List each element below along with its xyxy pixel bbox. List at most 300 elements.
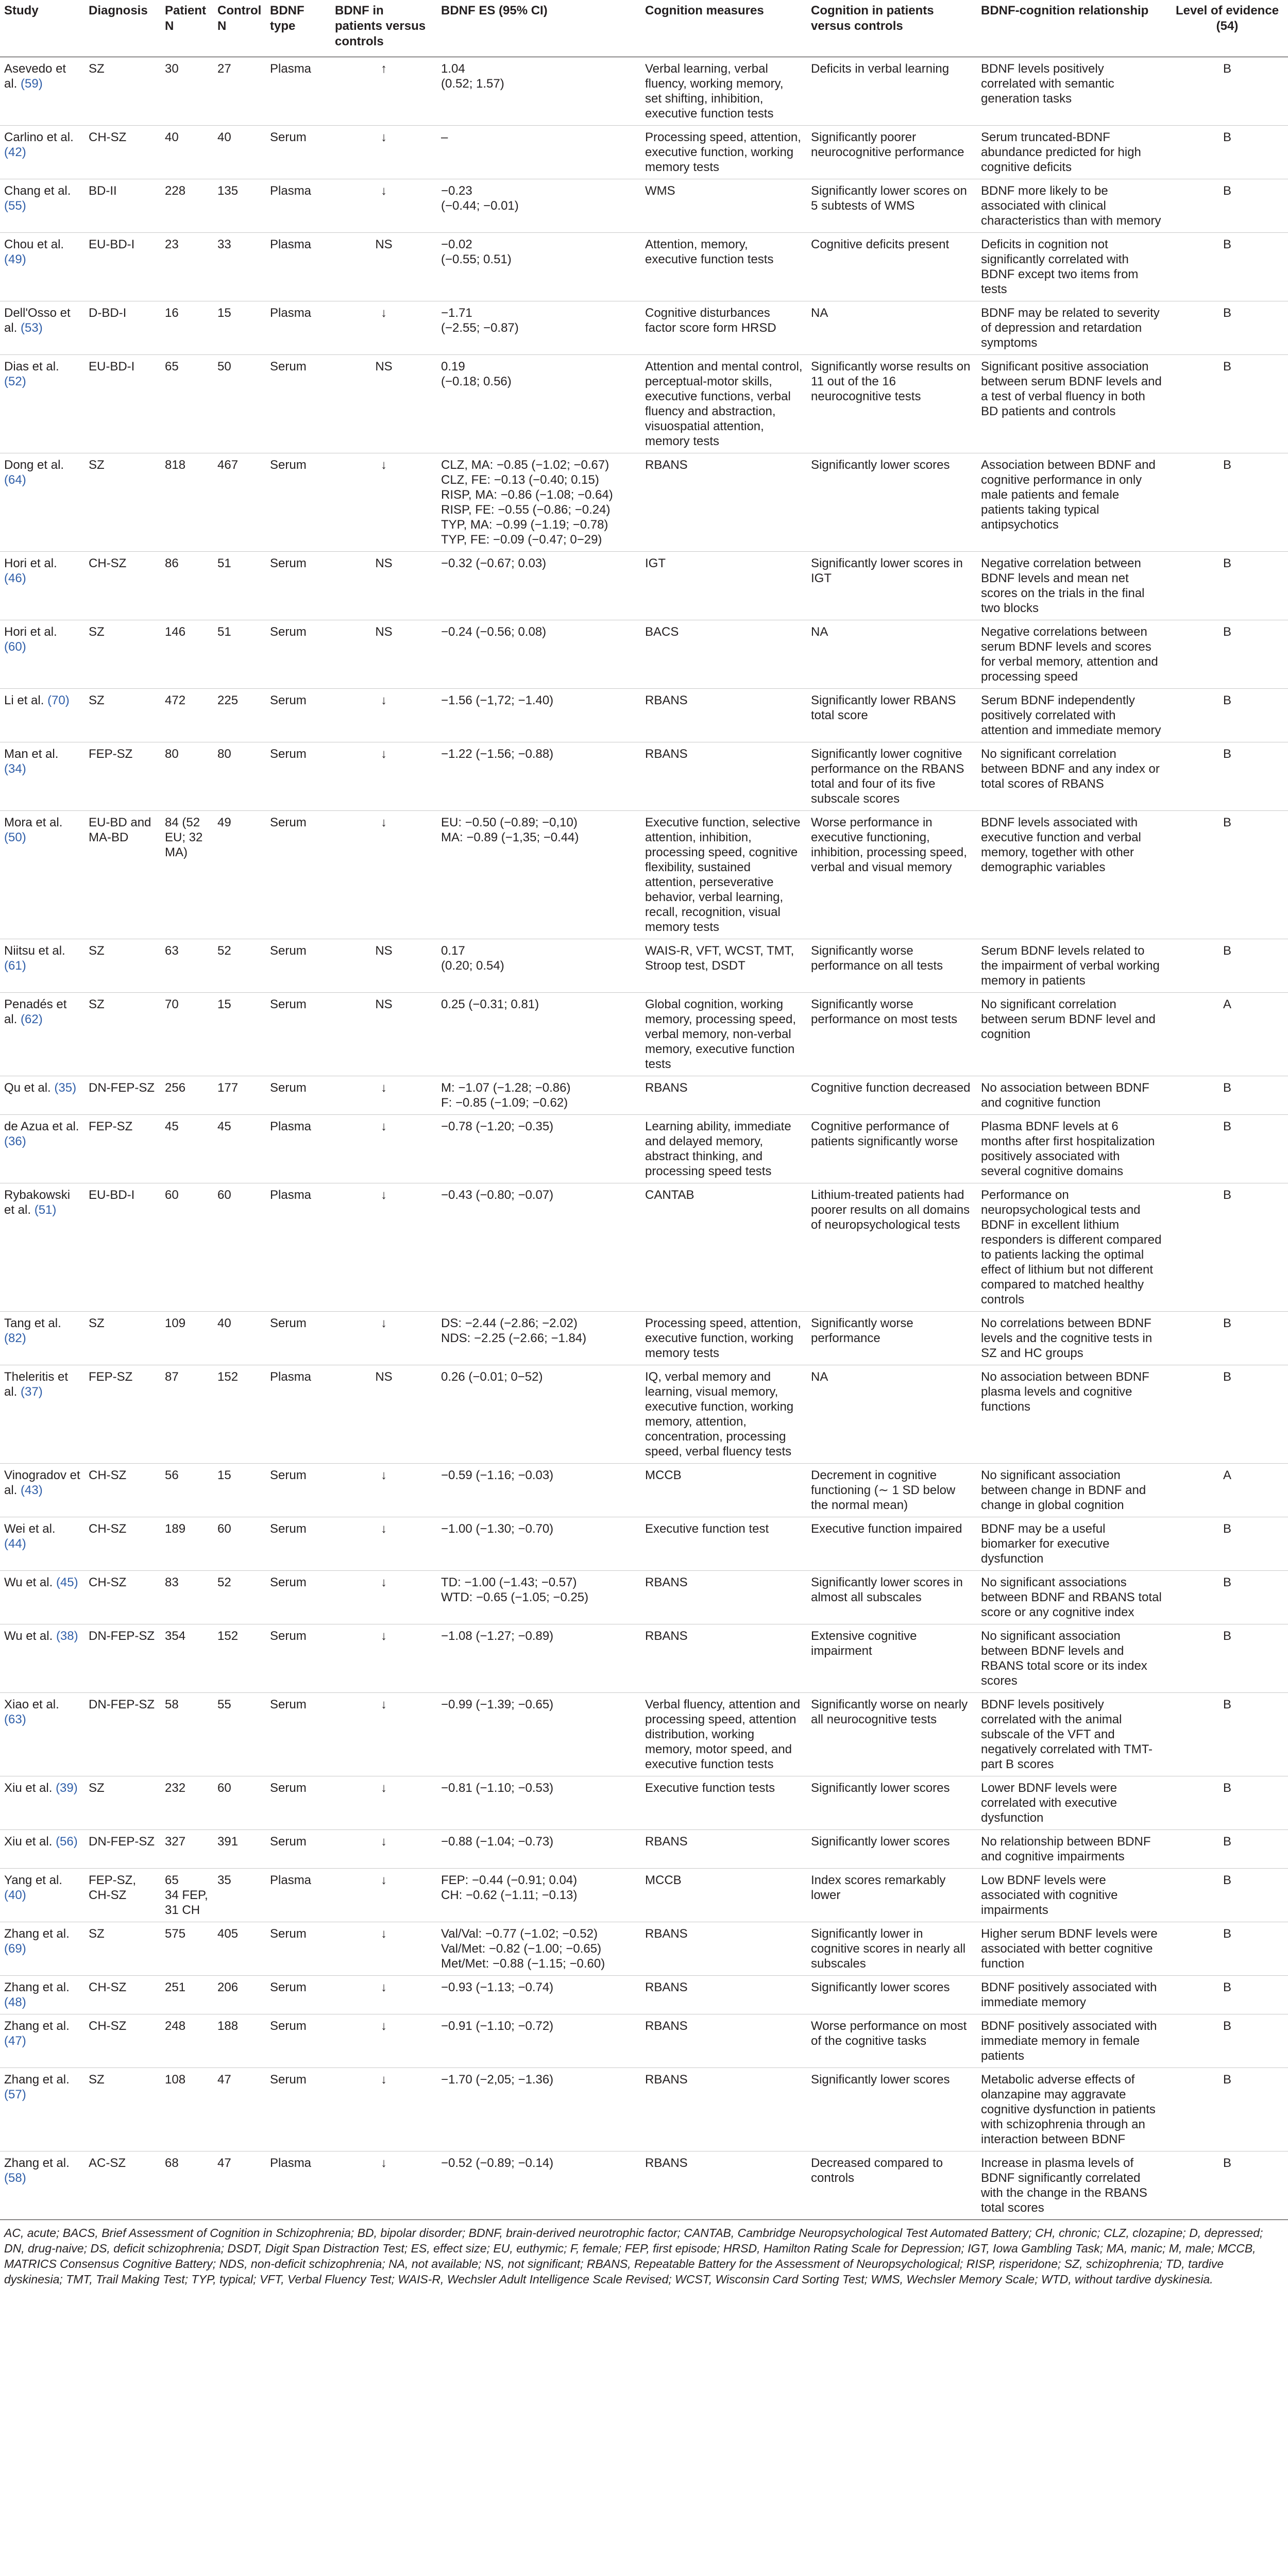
control-n-cell: 51 <box>213 552 266 620</box>
patient-n-cell: 40 <box>161 126 213 179</box>
study-cell <box>0 1076 84 1115</box>
reference-link[interactable]: (47) <box>4 2034 26 2048</box>
effect-size-cell: 0.25 (−0.31; 0.81) <box>437 993 641 1076</box>
table-row <box>0 2068 1288 2151</box>
cognition-measures-cell: RBANS <box>641 1076 807 1115</box>
cognition-comparison-cell: Significantly lower RBANS total score <box>807 689 977 742</box>
diagnosis-cell: EU-BD-I <box>84 233 161 301</box>
reference-link[interactable]: (70) <box>47 693 70 707</box>
patient-n-cell: 354 <box>161 1624 213 1693</box>
cognition-comparison-cell: Significantly worse performance on all tests <box>807 939 977 993</box>
relationship-cell: BDNF levels positively correlated with the animal subscale of the VFT and negatively correlated with TMT-part B scores <box>977 1693 1166 1776</box>
study-name: Yang et al. <box>4 1873 62 1887</box>
table-row <box>0 126 1288 179</box>
cognition-comparison-cell: Worse performance in executive functioning, inhibition, processing speed, verbal and visual memory <box>807 811 977 939</box>
study-name: Dong et al. <box>4 458 64 472</box>
reference-link[interactable]: (61) <box>4 959 26 973</box>
effect-size-cell: −1.00 (−1.30; −0.70) <box>437 1517 641 1571</box>
direction-cell: ↓ <box>331 1183 437 1312</box>
effect-size-cell: Val/Val: −0.77 (−1.02; −0.52) Val/Met: −0.82 (−1.00; −0.65) Met/Met: −0.88 (−1.15; −0.60) <box>437 1922 641 1976</box>
cognition-comparison-cell: Significantly lower scores <box>807 1976 977 2014</box>
table-row <box>0 1976 1288 2014</box>
control-n-cell: 52 <box>213 1571 266 1624</box>
patient-n-cell: 60 <box>161 1183 213 1312</box>
direction-cell: NS <box>331 355 437 453</box>
effect-size-cell: CLZ, MA: −0.85 (−1.02; −0.67) CLZ, FE: −0.13 (−0.40; 0.15) RISP, MA: −0.86 (−1.08; −0.64) RISP, FE: −0.55 (−0.86; −0.24) TYP, MA: −0.99 (−1.19; −0.78) TYP, FE: −0.09 (−0.47; 0−29) <box>437 453 641 552</box>
diagnosis-cell: CH-SZ <box>84 126 161 179</box>
control-n-cell: 177 <box>213 1076 266 1115</box>
evidence-level-cell: B <box>1166 1869 1288 1922</box>
cognition-measures-cell: RBANS <box>641 1976 807 2014</box>
patient-n-cell: 70 <box>161 993 213 1076</box>
study-name: Zhang et al. <box>4 2073 70 2087</box>
cognition-measures-cell: Processing speed, attention, executive function, working memory tests <box>641 1312 807 1365</box>
bdnf-type-cell: Plasma <box>266 1869 331 1922</box>
direction-cell: NS <box>331 1365 437 1464</box>
study-cell <box>0 126 84 179</box>
diagnosis-cell: DN-FEP-SZ <box>84 1624 161 1693</box>
study-cell <box>0 689 84 742</box>
relationship-cell: Serum truncated-BDNF abundance predicted for high cognitive deficits <box>977 126 1166 179</box>
column-header: BDNF in patients versus controls <box>331 0 437 57</box>
reference-link[interactable]: (58) <box>4 2171 26 2185</box>
control-n-cell: 225 <box>213 689 266 742</box>
bdnf-type-cell: Serum <box>266 1976 331 2014</box>
direction-cell: ↓ <box>331 811 437 939</box>
control-n-cell: 47 <box>213 2151 266 2220</box>
diagnosis-cell: DN-FEP-SZ <box>84 1830 161 1869</box>
evidence-level-cell: B <box>1166 1076 1288 1115</box>
control-n-cell: 40 <box>213 1312 266 1365</box>
reference-link[interactable]: (49) <box>4 252 26 266</box>
direction-cell: ↓ <box>331 689 437 742</box>
relationship-cell: Increase in plasma levels of BDNF significantly correlated with the change in the RBANS total scores <box>977 2151 1166 2220</box>
table-row <box>0 993 1288 1076</box>
bdnf-type-cell: Serum <box>266 1571 331 1624</box>
cognition-comparison-cell: Lithium-treated patients had poorer results on all domains of neuropsychological tests <box>807 1183 977 1312</box>
direction-cell: ↓ <box>331 1464 437 1517</box>
effect-size-cell: −1.71 (−2.55; −0.87) <box>437 301 641 355</box>
control-n-cell: 50 <box>213 355 266 453</box>
study-cell <box>0 1464 84 1517</box>
study-cell <box>0 179 84 233</box>
relationship-cell: No association between BDNF and cognitive function <box>977 1076 1166 1115</box>
bdnf-type-cell: Serum <box>266 811 331 939</box>
cognition-comparison-cell: Deficits in verbal learning <box>807 57 977 126</box>
cognition-comparison-cell: Significantly lower scores in almost all subscales <box>807 1571 977 1624</box>
table-row <box>0 179 1288 233</box>
control-n-cell: 33 <box>213 233 266 301</box>
cognition-measures-cell: RBANS <box>641 1571 807 1624</box>
reference-link[interactable]: (52) <box>4 375 26 388</box>
reference-link[interactable]: (59) <box>21 77 43 91</box>
cognition-comparison-cell: Significantly lower scores <box>807 1830 977 1869</box>
patient-n-cell: 84 (52 EU; 32 MA) <box>161 811 213 939</box>
cognition-comparison-cell: Significantly lower scores on 5 subtests of WMS <box>807 179 977 233</box>
reference-link[interactable]: (64) <box>4 473 26 487</box>
diagnosis-cell: SZ <box>84 453 161 552</box>
effect-size-cell: −1.56 (−1,72; −1.40) <box>437 689 641 742</box>
effect-size-cell: FEP: −0.44 (−0.91; 0.04) CH: −0.62 (−1.11; −0.13) <box>437 1869 641 1922</box>
cognition-measures-cell: BACS <box>641 620 807 689</box>
bdnf-type-cell: Serum <box>266 939 331 993</box>
evidence-level-cell: B <box>1166 552 1288 620</box>
reference-link[interactable]: (56) <box>56 1835 78 1849</box>
control-n-cell: 391 <box>213 1830 266 1869</box>
relationship-cell: Lower BDNF levels were correlated with executive dysfunction <box>977 1776 1166 1830</box>
bdnf-type-cell: Plasma <box>266 1365 331 1464</box>
cognition-comparison-cell: Index scores remarkably lower <box>807 1869 977 1922</box>
reference-link[interactable]: (39) <box>56 1781 78 1795</box>
direction-cell: ↓ <box>331 1571 437 1624</box>
study-cell <box>0 939 84 993</box>
table-row <box>0 2014 1288 2068</box>
effect-size-cell: −0.52 (−0.89; −0.14) <box>437 2151 641 2220</box>
relationship-cell: BDNF levels associated with executive function and verbal memory, together with other demographic variables <box>977 811 1166 939</box>
patient-n-cell: 30 <box>161 57 213 126</box>
column-header: BDNF ES (95% CI) <box>437 0 641 57</box>
patient-n-cell: 232 <box>161 1776 213 1830</box>
reference-link[interactable]: (46) <box>4 571 26 585</box>
study-name: Wu et al. <box>4 1629 53 1643</box>
cognition-measures-cell: RBANS <box>641 1922 807 1976</box>
control-n-cell: 49 <box>213 811 266 939</box>
effect-size-cell: −0.59 (−1.16; −0.03) <box>437 1464 641 1517</box>
evidence-level-cell: B <box>1166 57 1288 126</box>
reference-link[interactable]: (53) <box>21 321 43 335</box>
table-row <box>0 1464 1288 1517</box>
cognition-measures-cell: Learning ability, immediate and delayed memory, abstract thinking, and processing speed tests <box>641 1115 807 1183</box>
study-name: Qu et al. <box>4 1081 51 1095</box>
control-n-cell: 60 <box>213 1776 266 1830</box>
cognition-comparison-cell: Decreased compared to controls <box>807 2151 977 2220</box>
evidence-level-cell: B <box>1166 2014 1288 2068</box>
bdnf-type-cell: Serum <box>266 355 331 453</box>
bdnf-type-cell: Serum <box>266 1464 331 1517</box>
diagnosis-cell: DN-FEP-SZ <box>84 1076 161 1115</box>
patient-n-cell: 65 34 FEP, 31 CH <box>161 1869 213 1922</box>
effect-size-cell: – <box>437 126 641 179</box>
reference-link[interactable]: (40) <box>4 1888 26 1902</box>
direction-cell: NS <box>331 939 437 993</box>
relationship-cell: Higher serum BDNF levels were associated with better cognitive function <box>977 1922 1166 1976</box>
relationship-cell: BDNF more likely to be associated with clinical characteristics than with memory <box>977 179 1166 233</box>
diagnosis-cell: AC-SZ <box>84 2151 161 2220</box>
reference-link[interactable]: (48) <box>4 1995 26 2009</box>
column-header: Cognition measures <box>641 0 807 57</box>
patient-n-cell: 256 <box>161 1076 213 1115</box>
table-row <box>0 811 1288 939</box>
effect-size-cell: M: −1.07 (−1.28; −0.86) F: −0.85 (−1.09; −0.62) <box>437 1076 641 1115</box>
study-name: Zhang et al. <box>4 2156 70 2170</box>
study-cell <box>0 1571 84 1624</box>
study-cell <box>0 355 84 453</box>
relationship-cell: Performance on neuropsychological tests and BDNF in excellent lithium responders is different compared to patients lacking the optimal effect of lithium but not different compared to matched healthy controls <box>977 1183 1166 1312</box>
effect-size-cell: 0.26 (−0.01; 0−52) <box>437 1365 641 1464</box>
cognition-comparison-cell: Significantly worse results on 11 out of the 16 neurocognitive tests <box>807 355 977 453</box>
cognition-comparison-cell: Extensive cognitive impairment <box>807 1624 977 1693</box>
control-n-cell: 135 <box>213 179 266 233</box>
patient-n-cell: 87 <box>161 1365 213 1464</box>
table-row <box>0 1776 1288 1830</box>
patient-n-cell: 83 <box>161 1571 213 1624</box>
direction-cell: NS <box>331 233 437 301</box>
effect-size-cell: −0.24 (−0.56; 0.08) <box>437 620 641 689</box>
cognition-measures-cell: Executive function test <box>641 1517 807 1571</box>
bdnf-type-cell: Serum <box>266 552 331 620</box>
direction-cell: ↓ <box>331 1922 437 1976</box>
cognition-comparison-cell: Significantly lower scores in IGT <box>807 552 977 620</box>
reference-link[interactable]: (51) <box>34 1203 57 1217</box>
column-header: Control N <box>213 0 266 57</box>
study-name: Rybakowski et al. <box>4 1188 71 1217</box>
effect-size-cell: −0.91 (−1.10; −0.72) <box>437 2014 641 2068</box>
control-n-cell: 45 <box>213 1115 266 1183</box>
direction-cell: ↑ <box>331 57 437 126</box>
control-n-cell: 55 <box>213 1693 266 1776</box>
table-row <box>0 689 1288 742</box>
bdnf-type-cell: Plasma <box>266 1115 331 1183</box>
diagnosis-cell: SZ <box>84 1922 161 1976</box>
cognition-comparison-cell: Cognitive function decreased <box>807 1076 977 1115</box>
patient-n-cell: 58 <box>161 1693 213 1776</box>
table-row <box>0 1312 1288 1365</box>
relationship-cell: BDNF may be related to severity of depression and retardation symptoms <box>977 301 1166 355</box>
patient-n-cell: 248 <box>161 2014 213 2068</box>
bdnf-type-cell: Serum <box>266 1076 331 1115</box>
evidence-level-cell: B <box>1166 620 1288 689</box>
relationship-cell: No relationship between BDNF and cognitive impairments <box>977 1830 1166 1869</box>
direction-cell: ↓ <box>331 1776 437 1830</box>
diagnosis-cell: EU-BD-I <box>84 1183 161 1312</box>
bdnf-type-cell: Serum <box>266 2014 331 2068</box>
evidence-level-cell: B <box>1166 1115 1288 1183</box>
patient-n-cell: 86 <box>161 552 213 620</box>
patient-n-cell: 68 <box>161 2151 213 2220</box>
bdnf-type-cell: Serum <box>266 1312 331 1365</box>
diagnosis-cell: SZ <box>84 620 161 689</box>
cognition-measures-cell: RBANS <box>641 2068 807 2151</box>
control-n-cell: 152 <box>213 1365 266 1464</box>
study-cell <box>0 1776 84 1830</box>
bdnf-type-cell: Serum <box>266 1517 331 1571</box>
diagnosis-cell: EU-BD and MA-BD <box>84 811 161 939</box>
table-row <box>0 355 1288 453</box>
table-row <box>0 1922 1288 1976</box>
bdnf-type-cell: Serum <box>266 1776 331 1830</box>
patient-n-cell: 189 <box>161 1517 213 1571</box>
study-name: Chou et al. <box>4 238 64 251</box>
diagnosis-cell: SZ <box>84 57 161 126</box>
patient-n-cell: 23 <box>161 233 213 301</box>
control-n-cell: 467 <box>213 453 266 552</box>
effect-size-cell: 0.19 (−0.18; 0.56) <box>437 355 641 453</box>
cognition-comparison-cell: Significantly lower cognitive performance on the RBANS total and four of its five subscale scores <box>807 742 977 811</box>
bdnf-type-cell: Serum <box>266 620 331 689</box>
evidence-level-cell: B <box>1166 939 1288 993</box>
cognition-measures-cell: Attention, memory, executive function tests <box>641 233 807 301</box>
direction-cell: ↓ <box>331 301 437 355</box>
study-cell <box>0 1115 84 1183</box>
cognition-comparison-cell: Significantly poorer neurocognitive performance <box>807 126 977 179</box>
reference-link[interactable]: (55) <box>4 199 26 213</box>
patient-n-cell: 80 <box>161 742 213 811</box>
study-cell <box>0 1517 84 1571</box>
table-row <box>0 742 1288 811</box>
table-row <box>0 1115 1288 1183</box>
table-row <box>0 453 1288 552</box>
effect-size-cell: −0.88 (−1.04; −0.73) <box>437 1830 641 1869</box>
bdnf-type-cell: Serum <box>266 993 331 1076</box>
effect-size-cell: −1.08 (−1.27; −0.89) <box>437 1624 641 1693</box>
relationship-cell: BDNF may be a useful biomarker for executive dysfunction <box>977 1517 1166 1571</box>
study-cell <box>0 1624 84 1693</box>
reference-link[interactable]: (42) <box>4 145 26 159</box>
effect-size-cell: −0.78 (−1.20; −0.35) <box>437 1115 641 1183</box>
reference-link[interactable]: (50) <box>4 831 26 844</box>
study-cell <box>0 1869 84 1922</box>
evidence-level-cell: B <box>1166 126 1288 179</box>
patient-n-cell: 575 <box>161 1922 213 1976</box>
table-row <box>0 1571 1288 1624</box>
diagnosis-cell: CH-SZ <box>84 2014 161 2068</box>
bdnf-type-cell: Serum <box>266 1693 331 1776</box>
reference-link[interactable]: (45) <box>56 1575 78 1589</box>
cognition-measures-cell: WAIS-R, VFT, WCST, TMT, Stroop test, DSDT <box>641 939 807 993</box>
effect-size-cell: −0.32 (−0.67; 0.03) <box>437 552 641 620</box>
study-name: Dias et al. <box>4 360 59 374</box>
evidence-level-cell: A <box>1166 1464 1288 1517</box>
relationship-cell: Serum BDNF levels related to the impairment of verbal working memory in patients <box>977 939 1166 993</box>
direction-cell: NS <box>331 620 437 689</box>
control-n-cell: 15 <box>213 301 266 355</box>
study-cell <box>0 301 84 355</box>
cognition-comparison-cell: Executive function impaired <box>807 1517 977 1571</box>
evidence-level-cell: B <box>1166 811 1288 939</box>
relationship-cell: Significant positive association between serum BDNF levels and a test of verbal fluency in both BD patients and controls <box>977 355 1166 453</box>
diagnosis-cell: BD-II <box>84 179 161 233</box>
diagnosis-cell: D-BD-I <box>84 301 161 355</box>
relationship-cell: No association between BDNF plasma levels and cognitive functions <box>977 1365 1166 1464</box>
relationship-cell: No correlations between BDNF levels and the cognitive tests in SZ and HC groups <box>977 1312 1166 1365</box>
evidence-level-cell: B <box>1166 301 1288 355</box>
relationship-cell: Association between BDNF and cognitive performance in only male patients and female patients taking typical antipsychotics <box>977 453 1166 552</box>
reference-link[interactable]: (69) <box>4 1942 26 1956</box>
reference-link[interactable]: (82) <box>4 1331 26 1345</box>
effect-size-cell: −1.22 (−1.56; −0.88) <box>437 742 641 811</box>
relationship-cell: Negative correlations between serum BDNF levels and scores for verbal memory, attention and processing speed <box>977 620 1166 689</box>
diagnosis-cell: CH-SZ <box>84 1464 161 1517</box>
effect-size-cell: −0.02 (−0.55; 0.51) <box>437 233 641 301</box>
effect-size-cell: TD: −1.00 (−1.43; −0.57) WTD: −0.65 (−1.05; −0.25) <box>437 1571 641 1624</box>
table-row <box>0 1365 1288 1464</box>
diagnosis-cell: CH-SZ <box>84 1517 161 1571</box>
table-footnote: AC, acute; BACS, Brief Assessment of Cognition in Schizophrenia; BD, bipolar disorder; BDNF, brain-derived neurotrophic factor; CANTAB, Cambridge Neuropsychological Test Automated Battery; CH, chronic; CLZ, clozapine; D, depressed; DN, drug-naive; DS, deficit schizophrenia; DSDT, Digit Span Distraction Test; ES, effect size; EU, euthymic; F, female; FEP, first episode; HRSD, Hamilton Rating Scale for Depression; IGT, Iowa Gambling Task; MA, manic; M, male; MCCB, MATRICS Consensus Cognitive Battery; NDS, non-deficit schizophrenia; NA, not available; NS, not significant; RBANS, Repeatable Battery for the Assessment of Neuropsychological; RISP, risperidone; SZ, schizophrenia; TD, tardive dyskinesia; TMT, Trail Making Test; TYP, typical; VFT, Verbal Fluency Test; WAIS-R, Wechsler Adult Intelligence Scale Revised; WCST, Wisconsin Card Sorting Test; WMS, Wechsler Memory Scale; WTD, without tardive dyskinesia. <box>4 2226 1263 2286</box>
cognition-comparison-cell: Decrement in cognitive functioning (∼ 1 SD below the normal mean) <box>807 1464 977 1517</box>
evidence-level-cell: B <box>1166 1312 1288 1365</box>
table-row <box>0 620 1288 689</box>
table-row <box>0 1076 1288 1115</box>
study-cell <box>0 1830 84 1869</box>
study-cell <box>0 453 84 552</box>
evidence-level-cell: B <box>1166 1776 1288 1830</box>
study-cell <box>0 552 84 620</box>
reference-link[interactable]: (38) <box>56 1629 78 1643</box>
column-header: Patient N <box>161 0 213 57</box>
bdnf-type-cell: Serum <box>266 2068 331 2151</box>
cognition-comparison-cell: Significantly lower in cognitive scores in nearly all subscales <box>807 1922 977 1976</box>
bdnf-type-cell: Serum <box>266 1624 331 1693</box>
evidence-level-cell: B <box>1166 1183 1288 1312</box>
cognition-measures-cell: Processing speed, attention, executive function, working memory tests <box>641 126 807 179</box>
direction-cell: ↓ <box>331 2068 437 2151</box>
reference-link[interactable]: (35) <box>54 1081 77 1095</box>
patient-n-cell: 63 <box>161 939 213 993</box>
evidence-level-cell: B <box>1166 453 1288 552</box>
cognition-comparison-cell: Significantly lower scores <box>807 1776 977 1830</box>
column-header: Study <box>0 0 84 57</box>
direction-cell: ↓ <box>331 1830 437 1869</box>
bdnf-type-cell: Plasma <box>266 2151 331 2220</box>
direction-cell: ↓ <box>331 1869 437 1922</box>
table-row <box>0 57 1288 126</box>
control-n-cell: 80 <box>213 742 266 811</box>
reference-link[interactable]: (37) <box>21 1385 43 1399</box>
bdnf-type-cell: Plasma <box>266 57 331 126</box>
patient-n-cell: 251 <box>161 1976 213 2014</box>
evidence-level-cell: B <box>1166 1624 1288 1693</box>
relationship-cell: Metabolic adverse effects of olanzapine may aggravate cognitive dysfunction in patients with schizophrenia through an interaction between BDNF <box>977 2068 1166 2151</box>
direction-cell: NS <box>331 993 437 1076</box>
control-n-cell: 40 <box>213 126 266 179</box>
evidence-level-cell: B <box>1166 355 1288 453</box>
table-row <box>0 1693 1288 1776</box>
reference-link[interactable]: (63) <box>4 1713 26 1726</box>
reference-link[interactable]: (60) <box>4 640 26 654</box>
relationship-cell: Deficits in cognition not significantly correlated with BDNF except two items from tests <box>977 233 1166 301</box>
direction-cell: ↓ <box>331 1115 437 1183</box>
study-name: Zhang et al. <box>4 1980 70 1994</box>
direction-cell: ↓ <box>331 2014 437 2068</box>
reference-link[interactable]: (43) <box>21 1483 43 1497</box>
study-name: Theleritis et al. <box>4 1370 69 1399</box>
cognition-comparison-cell: Significantly lower scores <box>807 2068 977 2151</box>
effect-size-cell: −1.70 (−2,05; −1.36) <box>437 2068 641 2151</box>
study-name: Mora et al. <box>4 816 63 829</box>
reference-link[interactable]: (34) <box>4 762 26 776</box>
diagnosis-cell: SZ <box>84 1776 161 1830</box>
evidence-level-cell: B <box>1166 742 1288 811</box>
reference-link[interactable]: (62) <box>21 1012 43 1026</box>
study-name: Dell'Osso et al. <box>4 306 71 335</box>
reference-link[interactable]: (36) <box>4 1134 26 1148</box>
cognition-measures-cell: Executive function tests <box>641 1776 807 1830</box>
diagnosis-cell: FEP-SZ <box>84 1365 161 1464</box>
reference-link[interactable]: (57) <box>4 2088 26 2102</box>
relationship-cell: Low BDNF levels were associated with cognitive impairments <box>977 1869 1166 1922</box>
evidence-level-cell: B <box>1166 1571 1288 1624</box>
study-cell <box>0 2014 84 2068</box>
cognition-measures-cell: RBANS <box>641 1624 807 1693</box>
control-n-cell: 47 <box>213 2068 266 2151</box>
study-name: Hori et al. <box>4 556 57 570</box>
diagnosis-cell: CH-SZ <box>84 1976 161 2014</box>
relationship-cell: BDNF levels positively correlated with semantic generation tasks <box>977 57 1166 126</box>
table-row <box>0 1869 1288 1922</box>
reference-link[interactable]: (44) <box>4 1537 26 1551</box>
effect-size-cell: −0.81 (−1.10; −0.53) <box>437 1776 641 1830</box>
direction-cell: ↓ <box>331 1517 437 1571</box>
